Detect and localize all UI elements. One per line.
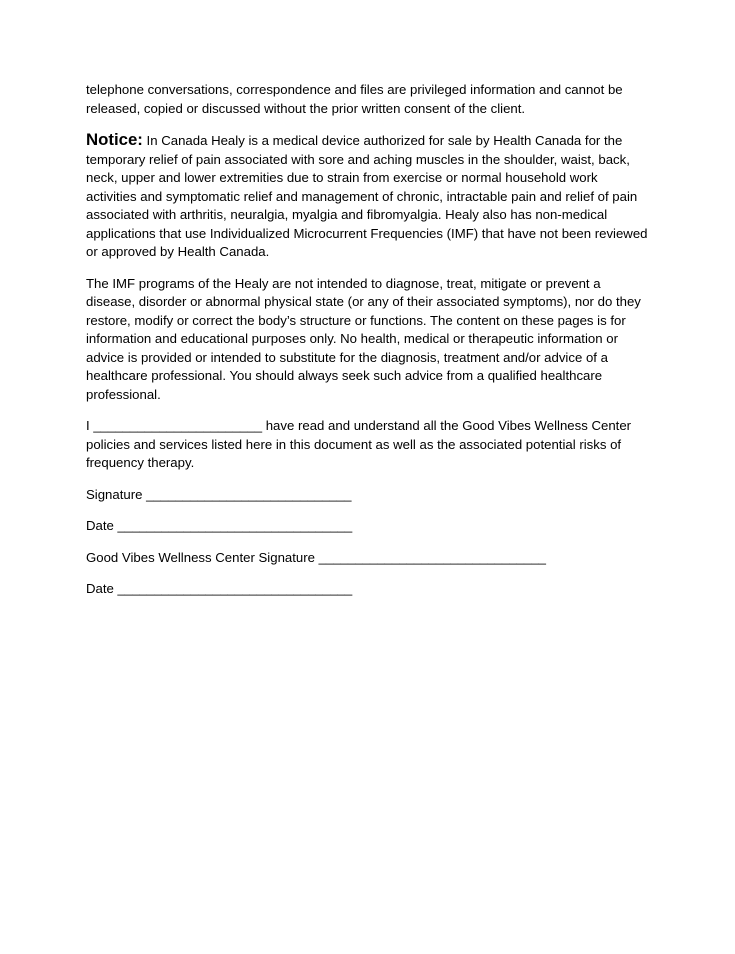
acknowledgement-prefix: I <box>86 418 90 433</box>
paragraph-confidentiality: telephone conversations, correspondence and files are privileged information and cannot be released, copied or discussed without the prior written consent of the client. <box>86 82 623 116</box>
client-signature-label: Signature <box>86 486 143 502</box>
center-signature-label: Good Vibes Wellness Center Signature <box>86 549 315 565</box>
client-date-row <box>86 517 649 536</box>
center-signature-blank: _______________________________ <box>318 549 547 565</box>
center-date-blank: ________________________________ <box>117 581 353 596</box>
acknowledgement-text: have read and understand all the Good Vibes Wellness Center policies and services listed here in this document as well as the associated potential risks of frequency therapy. <box>86 418 632 470</box>
notice-label: Notice: <box>86 130 143 149</box>
client-date-label: Date <box>86 518 114 533</box>
paragraph-imf-disclaimer: The IMF programs of the Healy are not intended to diagnose, treat, mitigate or prevent a disease, disorder or abnormal physical state (or any of their associated symptoms), nor do they restore, modify or correct the body’s structure or functions. The content on these pages is for information and educational purposes only. No health, medical or therapeutic information or advice is provided or intended to substitute for the diagnosis, treatment and/or advice of a healthcare professional. You should always seek such advice from a qualified healthcare professional. <box>86 275 641 402</box>
client-signature-row <box>86 486 649 505</box>
paragraph-acknowledgement <box>86 417 649 473</box>
notice-text: In Canada Healy is a medical device authorized for sale by Health Canada for the temporary relief of pain associated with sore and aching muscles in the shoulder, waist, back, neck, upper and lower extremities due to strain from exercise or normal household work activities and symptomatic relief and management of chronic, intractable pain and relief of pain associated with arthritis, neuralgia, myalgia and fibromyalgia. Healy also has non-medical applications that use Individualized Microcurrent Frequencies (IMF) that have not been reviewed or approved by Health Canada. <box>86 133 648 259</box>
center-date-row <box>86 580 649 599</box>
center-signature-row <box>86 549 649 568</box>
client-name-blank: _______________________ <box>93 418 263 433</box>
paragraph-notice <box>86 131 649 262</box>
center-date-label: Date <box>86 581 114 596</box>
client-signature-blank: ____________________________ <box>146 486 352 502</box>
client-date-blank: ________________________________ <box>117 518 353 533</box>
